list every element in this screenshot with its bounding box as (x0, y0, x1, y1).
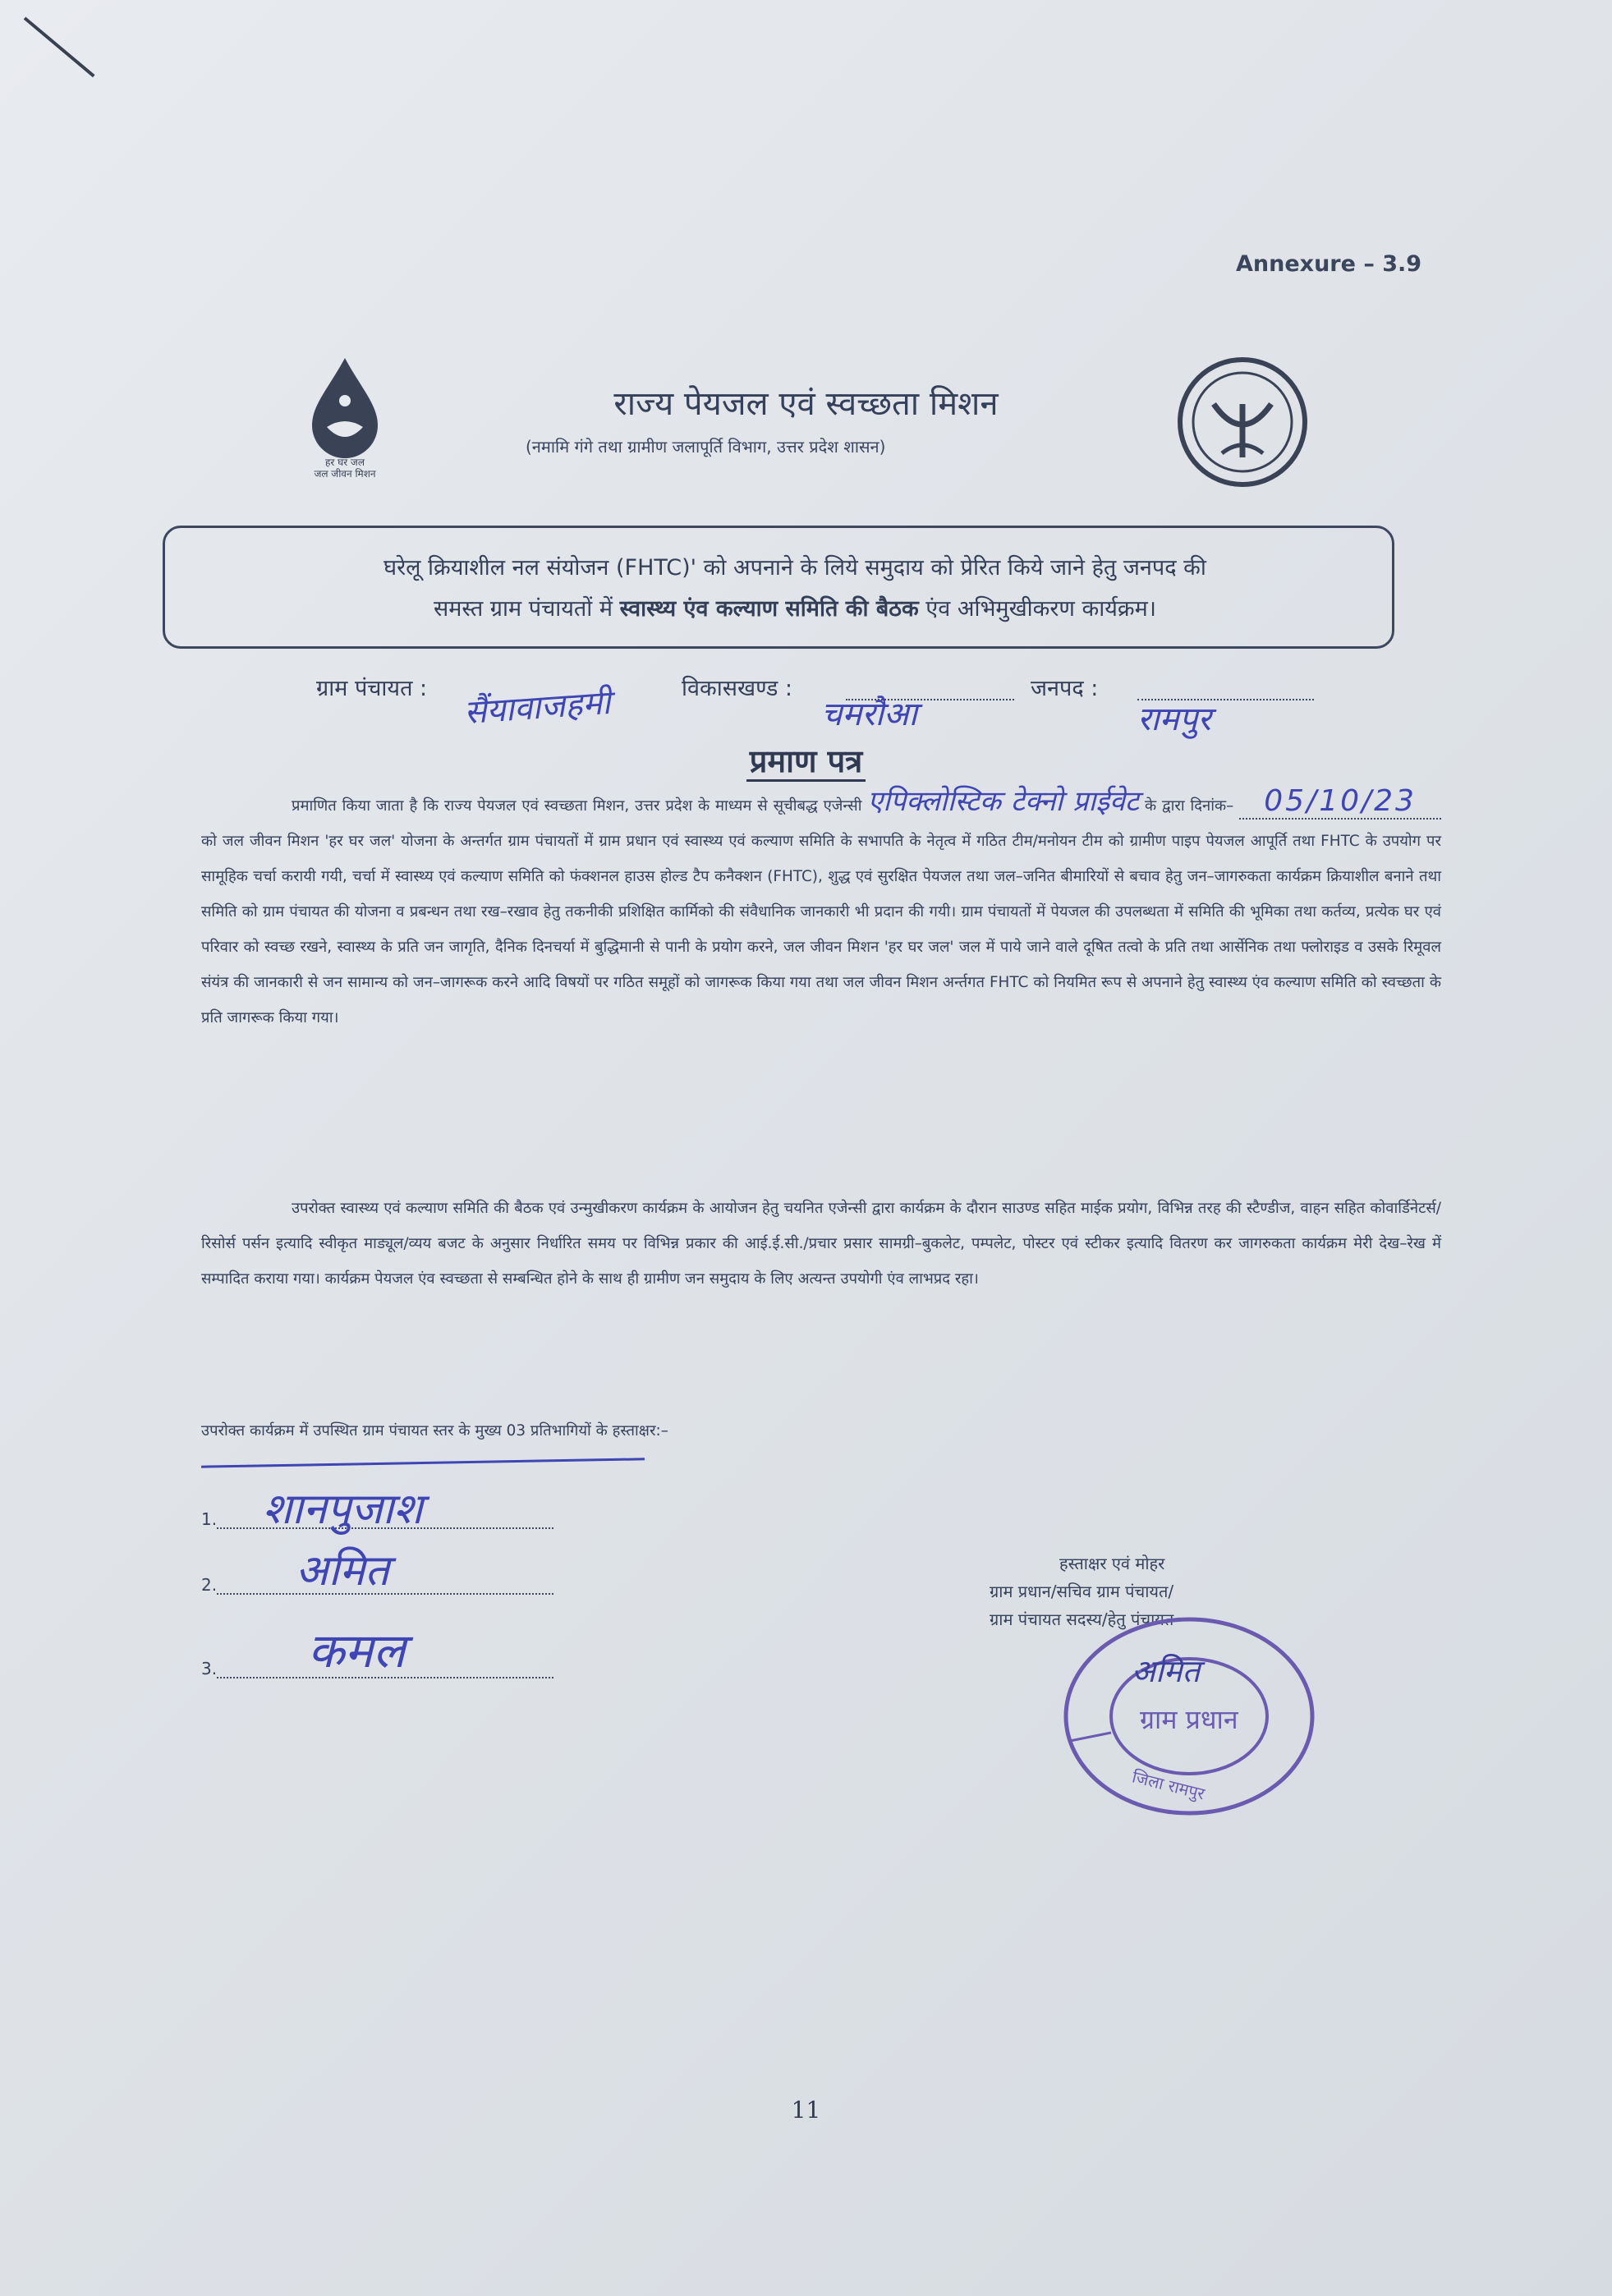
para1-body: को जल जीवन मिशन 'हर घर जल' योजना के अन्तर्गत ग्राम पंचायतों में ग्राम प्रधान एवं स्वास्थ्य एवं कल्याण समिति के सभापति के नेतृत्व में गठित टीम/मनोयन टीम को ग्रामीण पाइप पेयजल आपूर्ति तथा FHTC के उपयोग पर सामूहिक चर्चा करायी गयी, चर्चा में स्वास्थ्य एवं कल्याण समिति को फंक्शनल हाउस होल्ड टैप कनैक्शन (FHTC), शुद्ध एवं सुरक्षित पेयजल तथा जल–जनित बीमारियों से बचाव हेतु जन–जागरुकता कार्यक्रम क्रियाशील बनाने तथा समिति को ग्राम पंचायत की योजना व प्रबन्धन तथा रख–रखाव हेतु तकनीकी प्रशिक्षित कार्मिको की संवैधानिक जानकारी भी प्रदान की गयी। ग्राम पंचायतों में पेयजल की उपलब्धता में समिति की भूमिका तथा कर्तव्य, प्रत्येक घर एवं परिवार को स्वच्छ रखने, स्वास्थ्य के प्रति जन जागृति, दैनिक दिनचर्या में बुद्धिमानी से पानी के प्रयोग करने, जल जीवन मिशन 'हर घर जल' जल में पाये जाने वाले दूषित तत्वो के प्रति तथा आर्सेनिक तथा फ्लोराइड व उसके रिमूवल संयंत्र की जानकारी से जन सामान्य को जन–जागरूक करने आदि विषयों पर गठित समूहों को जागरूक किया गया तथा जल जीवन मिशन अर्न्तगत FHTC को नियमित रूप से अपनाने हेतु स्वास्थ्य एंव कल्याण समिति को स्वच्छता के प्रति जागरूक किया गया। (201, 833, 1441, 1026)
attendee-number-2: 2. (201, 1575, 218, 1595)
attendee-number-1: 1. (201, 1509, 218, 1529)
mission-title (0, 379, 1612, 425)
certificate-heading (0, 739, 1612, 782)
para1-intro: प्रमाणित किया जाता है कि राज्य पेयजल एवं स्वच्छता मिशन, उत्तर प्रदेश के माध्यम से सूचीबद्ध एजेन्सी (292, 797, 862, 815)
signature-line-3: ग्राम पंचायत सदस्य/हेतु पंचायत (990, 1609, 1174, 1629)
attendee-signature-1: शानपुजाश (263, 1485, 423, 1534)
block-label: विकासखण्ड : (682, 676, 793, 701)
annexure-label: Annexure – 3.9 (1236, 251, 1422, 277)
ink-underline (201, 1458, 645, 1467)
program-line-1: घरेलू क्रियाशील नल संयोजन (FHTC)' को अपनाने के लिये समुदाय को प्रेरित किये जाने हेतु जनपद की (383, 555, 1206, 581)
program-title-box (163, 526, 1394, 649)
seal-ring-text: जिला रामपुर (1130, 1766, 1207, 1804)
district-value: रामपुर (1137, 700, 1211, 738)
page-number: 11 (791, 2096, 821, 2124)
gram-panchayat-label: ग्राम पंचायत : (316, 676, 428, 701)
attendees-heading: उपरोक्त कार्यक्रम में उपस्थित ग्राम पंचायत स्तर के मुख्य 03 प्रतिभागियों के हस्ताक्षर:– (201, 1422, 668, 1440)
program-line-2-bold: स्वास्थ्य एंव कल्याण समिति की बैठक (619, 596, 919, 622)
certificate-heading-text: प्रमाण पत्र (746, 742, 866, 782)
gram-pradhan-seal (1054, 1609, 1325, 1831)
mission-subtitle: (नमामि गंगे तथा ग्रामीण जलापूर्ति विभाग, उत्तर प्रदेश शासन) (526, 437, 886, 457)
attendee-signature-3: कमल (308, 1623, 406, 1678)
program-line-2-prefix: समस्त ग्राम पंचायतों में (433, 596, 613, 622)
program-line-2-suffix: एंव अभिमुखीकरण कार्यक्रम। (925, 596, 1157, 622)
up-government-emblem (1164, 355, 1320, 490)
date-handwritten: 05/10/23 (1239, 784, 1441, 820)
agency-name-handwritten: एपिक्लोस्टिक टेक्नो प्राईवेट (867, 785, 1140, 818)
para1-by-date: के द्वारा दिनांक– (1144, 797, 1234, 815)
certificate-paragraph-1 (201, 784, 1441, 1035)
logo-text-line1: हर घर जल (325, 457, 365, 468)
attendee-number-3: 3. (201, 1659, 218, 1678)
certificate-paragraph-2: उपरोक्त स्वास्थ्य एवं कल्याण समिति की बैठक एवं उन्मुखीकरण कार्यक्रम के आयोजन हेतु चयनित एजेन्सी द्वारा कार्यक्रम के दौरान साउण्ड सहित माईक प्रयोग, विभिन्न तरह की स्टैण्डीज, वाहन सहित कोवार्डिनेटर्स/रिसोर्स पर्सन इत्यादि स्वीकृत माड्यूल/व्यय बजट के अनुसार निर्धारित समय पर विभिन्न प्रकार की आई.ई.सी./प्रचार प्रसार सामग्री–बुकलेट, पम्पलेट, पोस्टर एवं स्टीकर इत्यादि वितरण कर जागरुकता कार्यक्रम मेरी देख–रेख में सम्पादित कराया गया। कार्यक्रम पेयजल एंव स्वच्छता से सम्बन्धित होने के साथ ही ग्रामीण जन समुदाय के लिए अत्यन्त उपयोगी एंव लाभप्रद रहा। (201, 1200, 1441, 1288)
program-line-2 (231, 589, 1359, 630)
seal-signature: अमित (1132, 1653, 1201, 1689)
seal-designation: ग्राम प्रधान (1140, 1704, 1238, 1735)
signature-line-2: ग्राम प्रधान/सचिव ग्राम पंचायत/ (990, 1582, 1174, 1601)
logo-text-line2: जल जीवन मिशन (314, 468, 376, 480)
signature-line-1: हस्ताक्षर एवं मोहर (1059, 1554, 1165, 1573)
attendee-signature-2: अमित (296, 1546, 389, 1596)
pen-mark (24, 16, 95, 77)
block-value: चमरौआ (821, 696, 917, 733)
district-label: जनपद : (1031, 676, 1099, 701)
mission-title-text: राज्य पेयजल एवं स्वच्छता मिशन (613, 385, 999, 423)
gram-panchayat-value: सैंयावाजहमी (462, 683, 612, 732)
